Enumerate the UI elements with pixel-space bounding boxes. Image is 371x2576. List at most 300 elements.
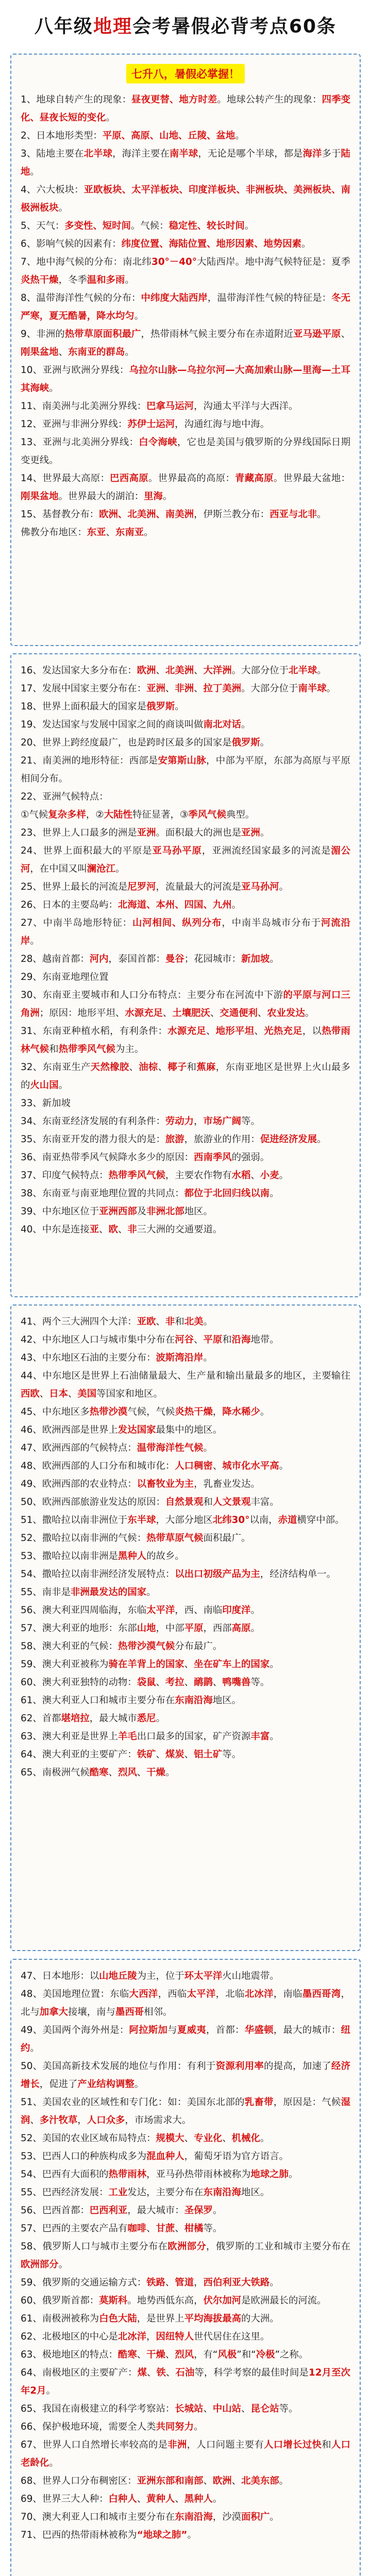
point-item xyxy=(21,2201,350,2219)
point-text: 27、中南半岛地形特征： xyxy=(21,918,132,928)
point-text: ， xyxy=(212,1406,223,1417)
key-term: 纬度位置、海陆位置、地形因素、地势因素 xyxy=(121,239,302,249)
point-text: 、 xyxy=(58,347,68,358)
point-text: 。地势西低东高， xyxy=(127,2295,204,2306)
point-item xyxy=(21,1130,350,1148)
point-item xyxy=(21,361,350,397)
point-text: 、 xyxy=(165,2277,175,2288)
key-term: 铁 xyxy=(156,2367,166,2378)
point-item xyxy=(21,235,350,253)
point-text: 16、发达国家大多分布在： xyxy=(21,665,137,676)
point-item xyxy=(21,1022,350,1058)
point-text: 。 xyxy=(58,2259,68,2270)
key-term: 东半球 xyxy=(127,1515,156,1526)
point-item xyxy=(21,1583,350,1601)
point-item xyxy=(21,734,350,752)
point-item xyxy=(21,896,350,914)
key-term: 河谷 xyxy=(175,1334,194,1345)
point-text: 。 xyxy=(165,1767,175,1778)
point-text: 51、美国农业的区域性和专门化：如：美国东北部的 xyxy=(21,2097,245,2108)
point-text: ，东南亚地区是世界上火山最多的 xyxy=(21,1062,350,1091)
point-text: 56、澳大利亚四周临海，东临 xyxy=(21,1605,147,1616)
key-term: 共同努力 xyxy=(156,2421,194,2432)
point-text: ，以 xyxy=(302,1026,322,1037)
point-text: ，原因是：气候 xyxy=(273,2097,341,2108)
point-text: 31、东南亚种植水稻，有利条件： xyxy=(21,1026,168,1037)
point-text: 。 xyxy=(194,2421,204,2432)
key-term: 湄公河 xyxy=(21,845,350,874)
point-text: 48、欧洲西部的人口分布和城市化： xyxy=(21,1461,175,1471)
point-text: 7、地中海气候的分布：南北纬 xyxy=(21,257,152,267)
key-term: 海洋 xyxy=(302,148,322,159)
point-text: ；原因：地形平坦、 xyxy=(39,1008,125,1019)
point-text: 。 xyxy=(58,1080,68,1091)
point-text: 接壤，南与 xyxy=(68,2007,115,2018)
key-term: 北冰洋 xyxy=(244,1989,274,1999)
point-item xyxy=(21,2472,350,2490)
point-text: 和 xyxy=(49,1044,59,1055)
point-item xyxy=(21,415,350,433)
point-text: 55、巴西经济发展： xyxy=(21,2187,109,2198)
key-term: 稳定性、较长时间 xyxy=(168,221,245,231)
point-text: 63、澳大利亚是世界上 xyxy=(21,1731,118,1742)
key-term: 亚洲西部 xyxy=(99,1206,137,1217)
point-text: 特征显著，③ xyxy=(132,809,189,820)
point-text: 气候，气候 xyxy=(127,1406,175,1417)
key-term: 地球之肺 xyxy=(250,2169,289,2180)
key-term: 黑种人 xyxy=(117,1551,147,1562)
point-text: 71、巴西的热带雨林被称为 xyxy=(21,2530,137,2540)
point-text: ，旅游业的作用： xyxy=(184,1134,260,1145)
point-text: 等。 xyxy=(279,2403,298,2414)
point-text: 、 xyxy=(241,2403,251,2414)
key-term: 中纬度大陆西岸 xyxy=(141,293,208,303)
key-term: 东南亚的群岛 xyxy=(68,347,125,358)
point-text: 60、俄罗斯首都： xyxy=(21,2295,99,2306)
key-term: 煤 xyxy=(137,2367,147,2378)
point-item xyxy=(21,1565,350,1583)
title-pre: 八年级 xyxy=(34,15,93,37)
key-term: 东南沿海 xyxy=(203,2187,242,2198)
point-text: 。 xyxy=(175,701,184,712)
point-text: 68、世界人口分布稠密区： xyxy=(21,2476,137,2486)
key-term: 北美 xyxy=(184,1316,204,1327)
point-text: 的强弱。 xyxy=(231,1152,270,1163)
point-text: 59、澳大利亚被称为 xyxy=(21,1659,109,1670)
point-text: 、 xyxy=(158,1062,168,1073)
key-term: 堪培拉 xyxy=(61,1713,90,1724)
key-term: 30°－40° xyxy=(151,257,197,267)
point-item xyxy=(21,1148,350,1166)
key-term: 人文景观 xyxy=(212,1497,251,1507)
point-text: ，亚马孙热带雨林被称为 xyxy=(146,2169,251,2180)
point-text: 。 xyxy=(125,275,134,285)
point-text: 44、中东地区是世界上石油储量最大、生产量和输出量最多的地区，主要输往 xyxy=(21,1370,350,1381)
key-term: 自然景观 xyxy=(165,1497,204,1507)
key-term: 经济增长 xyxy=(21,2061,350,2090)
point-item xyxy=(21,1709,350,1727)
point-text: ”和“ xyxy=(237,2349,256,2360)
point-text: 。 xyxy=(203,1443,213,1453)
point-text: 49、欧洲西部的农业特点： xyxy=(21,1479,137,1489)
point-text: 、 xyxy=(212,1461,223,1471)
point-item xyxy=(21,1202,350,1221)
point-item xyxy=(21,1655,350,1673)
key-term: 南半球 xyxy=(298,683,327,694)
point-text: 66、保护极地环境，需要全人类 xyxy=(21,2421,156,2432)
point-text: 佛教分布地区： xyxy=(21,527,87,538)
point-text: ，沟通太平洋与大西洋。 xyxy=(194,401,298,412)
key-term: 平原 xyxy=(184,1623,204,1634)
point-text: 、 xyxy=(231,2476,242,2486)
point-item xyxy=(21,2328,350,2346)
point-text: ，南临 xyxy=(273,1989,302,1999)
key-term: 巴拿马运河 xyxy=(146,401,194,412)
point-text: 6、影响气候的因素有： xyxy=(21,239,122,249)
point-text: ，大部分地区 xyxy=(156,1515,213,1526)
point-text: 以南， xyxy=(249,1515,278,1526)
key-term: 乌拉尔山脉—乌拉尔河—大高加索山脉—里海—土耳其海峡 xyxy=(21,365,350,394)
point-text: ，亚洲流经国家最多的河流是 xyxy=(201,845,331,856)
point-text: 和 xyxy=(187,1062,197,1073)
point-text: 、 xyxy=(137,2494,147,2504)
point-text: 59、俄罗斯的交通运输方式： xyxy=(21,2277,147,2288)
point-text: 世代居住在这里。 xyxy=(194,2331,270,2342)
point-text: 的提高，加速了 xyxy=(264,2061,331,2072)
point-text: 65、南极洲气候 xyxy=(21,1767,90,1778)
key-term: 湿润 xyxy=(21,2097,350,2126)
key-term: 亚马逊平原 xyxy=(293,329,341,340)
key-term: 规模大 xyxy=(156,2133,184,2144)
key-term: 河内 xyxy=(89,954,109,964)
point-item xyxy=(21,289,350,325)
point-text: 、 xyxy=(250,1170,260,1181)
point-text: 37、印度气候特点： xyxy=(21,1170,109,1181)
point-text: 。 xyxy=(289,2169,298,2180)
point-text: 。 xyxy=(30,936,40,946)
point-text: 。 xyxy=(279,2476,289,2486)
point-item xyxy=(21,1475,350,1493)
point-text: 36、南亚热带季风气候降水多少的原因： xyxy=(21,1152,194,1163)
point-text: 。 xyxy=(317,509,327,520)
key-term: 炎热干燥 xyxy=(175,1406,213,1417)
point-item xyxy=(21,2436,350,2472)
key-term: 波斯湾沿岸 xyxy=(156,1352,204,1363)
key-term: 非洲最发达的国家 xyxy=(70,1587,147,1598)
key-term: 混血种人 xyxy=(146,2151,184,2162)
point-item xyxy=(21,1439,350,1457)
key-term: 亚欧板块、太平洋板块、印度洋板块、非洲板块、美洲板块、南极洲板块 xyxy=(21,184,350,213)
key-term: 非洲 xyxy=(167,2439,187,2450)
key-term: 酷寒 xyxy=(117,2349,137,2360)
key-term: 沿海 xyxy=(231,1334,251,1345)
point-text: 、 xyxy=(194,665,204,676)
point-text: 。 xyxy=(269,2277,279,2288)
point-text: 、 xyxy=(184,1659,194,1670)
point-item xyxy=(21,1493,350,1511)
point-item xyxy=(21,914,350,950)
point-text: ， xyxy=(77,2115,87,2126)
point-text: 地区。 xyxy=(184,1206,213,1217)
point-text: ， xyxy=(194,1116,204,1127)
point-item xyxy=(21,1601,350,1619)
point-text: 和 xyxy=(203,1497,213,1507)
key-term: 东南沿海 xyxy=(175,2512,213,2522)
key-term: 羊毛 xyxy=(117,1731,137,1742)
key-term: 白色大陆 xyxy=(99,2313,137,2324)
point-text: 33、新加坡 xyxy=(21,1098,71,1109)
point-text: 64、南极地区的主要矿产： xyxy=(21,2367,138,2378)
key-term: 圣保罗 xyxy=(184,2205,213,2216)
key-term: 中山站 xyxy=(212,2403,242,2414)
point-text: 32、东南亚生产 xyxy=(21,1062,91,1073)
key-term: 复杂多样 xyxy=(48,809,86,820)
point-text: 、 xyxy=(184,1749,194,1760)
point-text: 。 xyxy=(250,1623,260,1634)
point-text: 18、世界上面积最大的国家是 xyxy=(21,701,147,712)
key-term: 亚洲 xyxy=(241,827,260,838)
point-text: 26、日本的主要岛屿： xyxy=(21,900,118,910)
key-term: 高原 xyxy=(231,1623,251,1634)
point-text: 和 xyxy=(175,1316,184,1327)
key-term: 纽约 xyxy=(21,2025,350,2054)
card-1 xyxy=(10,54,361,646)
point-text: 。 xyxy=(30,2043,40,2054)
point-text: 。 xyxy=(260,1406,270,1417)
point-text: 35、东南亚开发的潜力很大的是： xyxy=(21,1134,165,1145)
key-term: 旅游 xyxy=(165,1134,184,1145)
key-term: 促进经济发展 xyxy=(260,1134,317,1145)
key-term: 拉丁美洲 xyxy=(203,683,242,694)
point-text: ①气候 xyxy=(21,809,48,820)
point-text: 11、南美洲与北美洲分界线： xyxy=(21,401,147,412)
point-text: 56、巴西首都： xyxy=(21,2205,90,2216)
point-text: ，北临 xyxy=(215,1989,245,1999)
point-text: 。 xyxy=(125,347,134,358)
point-item xyxy=(21,824,350,842)
key-term: 墨西哥 xyxy=(115,2007,144,2018)
point-text: ；花园城市： xyxy=(184,954,242,964)
point-text: 、 xyxy=(341,329,350,340)
key-term: 太平洋 xyxy=(146,1605,175,1616)
key-term: 人口老龄化 xyxy=(21,2439,350,2468)
header xyxy=(0,0,371,49)
point-item xyxy=(21,878,350,896)
key-term: 资源利用率 xyxy=(215,2061,264,2072)
key-term: 水稻 xyxy=(231,1170,251,1181)
key-term: 咖啡 xyxy=(127,2223,147,2234)
point-item xyxy=(21,2238,350,2274)
point-text: 。 xyxy=(212,2494,223,2504)
key-term: 因纽特人 xyxy=(156,2331,194,2342)
point-text: 相邻。 xyxy=(144,2007,173,2018)
key-term: 降水稀少 xyxy=(222,1406,260,1417)
point-text: 28、越南首都： xyxy=(21,954,90,964)
point-item xyxy=(21,2021,350,2057)
point-item xyxy=(21,1745,350,1764)
key-term: 大西洋 xyxy=(129,1989,158,1999)
point-text: 、 xyxy=(99,1224,109,1235)
point-text: 22、亚洲气候特点： xyxy=(21,791,109,802)
key-term: 炎热干燥 xyxy=(21,275,59,285)
point-text: 、 xyxy=(165,2349,175,2360)
point-item xyxy=(21,2219,350,2238)
key-term: 烈风 xyxy=(175,2349,194,2360)
point-item xyxy=(21,1403,350,1421)
key-term: 山地丘陵 xyxy=(99,1971,137,1981)
point-text: 和 xyxy=(222,1334,232,1345)
key-term: 热带沙漠气候 xyxy=(117,1641,175,1652)
point-item xyxy=(21,1511,350,1529)
key-term: 温和多雨 xyxy=(87,275,125,285)
point-text: 。 xyxy=(58,202,68,213)
point-text: 63、极地地区的特点： xyxy=(21,2349,118,2360)
key-term: 煤炭 xyxy=(165,1749,184,1760)
points-list-4 xyxy=(21,1967,350,2544)
key-term: 欧洲 xyxy=(137,665,156,676)
point-text: ，温带海洋性气候的特征是： xyxy=(207,293,332,303)
key-term: 光热充足 xyxy=(264,1026,302,1037)
point-text: 。大部分位于 xyxy=(241,683,298,694)
key-term: 热带草原面积最广 xyxy=(64,329,141,340)
point-text: ，海洋主要在 xyxy=(112,148,170,159)
point-text: 。世界最高的高原： xyxy=(148,473,235,484)
point-text: 13、亚洲与北美洲分界线： xyxy=(21,437,139,448)
key-term: 安第斯山脉 xyxy=(158,755,207,766)
point-text: ”之称。 xyxy=(275,2349,309,2360)
key-term: 欧洲、北美洲、南美洲 xyxy=(99,509,194,520)
point-text: 、 xyxy=(203,2403,213,2414)
key-term: 铁路 xyxy=(146,2277,165,2288)
key-term: 俄罗斯 xyxy=(231,737,260,748)
point-item xyxy=(21,2508,350,2526)
point-text: 是欧洲最长的河流。 xyxy=(241,2295,327,2306)
point-text: 34、东南亚经济发展的有利条件： xyxy=(21,1116,165,1127)
point-item xyxy=(21,680,350,698)
point-text: 。世界最大的湖泊： xyxy=(58,491,144,502)
key-term: 四季变化、昼夜长短的变化 xyxy=(21,94,350,123)
key-term: 城市化水平高 xyxy=(222,1461,279,1471)
point-item xyxy=(21,698,350,716)
point-text: 面积最广。 xyxy=(203,1533,251,1544)
point-text: 。 xyxy=(244,221,255,231)
key-term: 热带季风气候 xyxy=(108,1170,165,1181)
point-item xyxy=(21,1619,350,1637)
key-term: 欧洲 xyxy=(212,2476,232,2486)
point-item xyxy=(21,1457,350,1475)
key-term: 莫斯科 xyxy=(99,2295,128,2306)
point-text: 41、两个三大洲四个大洋： xyxy=(21,1316,137,1327)
key-term: 澜沧江 xyxy=(87,863,115,874)
point-text: 3、陆地主要在 xyxy=(21,148,84,159)
page-title xyxy=(35,12,336,38)
key-term: 亚马孙河 xyxy=(241,882,279,892)
point-text: 最集中的地区。 xyxy=(156,1425,223,1435)
point-text: 12、亚洲与非洲分界线： xyxy=(21,419,128,430)
point-text: 。 xyxy=(203,1316,213,1327)
point-item xyxy=(21,217,350,235)
point-text: 、 xyxy=(156,1316,165,1327)
key-term: 冷极 xyxy=(256,2349,275,2360)
point-text: 。面积最大的洲也是 xyxy=(156,827,242,838)
point-text: 61、南极洲被称为 xyxy=(21,2313,99,2324)
point-text: 。 xyxy=(269,1731,279,1742)
key-term: 西欧 xyxy=(21,1388,40,1399)
key-term: 地形平坦 xyxy=(215,1026,255,1037)
point-item xyxy=(21,2292,350,2310)
point-text: 、 xyxy=(137,2349,147,2360)
point-item xyxy=(21,2346,350,2364)
point-text: 。 xyxy=(269,1188,279,1199)
point-text: 。 xyxy=(162,491,173,502)
point-text: 39、中东地区位于 xyxy=(21,1206,99,1217)
point-item xyxy=(21,2400,350,2418)
point-text: ，沙漠 xyxy=(212,2512,242,2522)
point-text: 1、地球自转产生的现象： xyxy=(21,94,132,105)
point-text: 、 xyxy=(254,1026,264,1037)
point-text: 。 xyxy=(134,311,144,321)
point-text: ，无论是哪个半球，都是 xyxy=(198,148,303,159)
key-term: 尼罗河 xyxy=(127,882,156,892)
key-term: 都位于北回归线以南 xyxy=(184,1188,270,1199)
key-term: 小麦 xyxy=(260,1170,279,1181)
point-text: 62、北极地区的中心是 xyxy=(21,2331,118,2342)
point-text: 58、澳大利亚的气候： xyxy=(21,1641,118,1652)
point-text: 、 xyxy=(165,2367,176,2378)
point-text: 43、中东地区石油的主要分布： xyxy=(21,1352,156,1363)
point-text: ，市场需求大。 xyxy=(125,2115,192,2126)
point-text: 54、撒哈拉以南非洲经济发展特点： xyxy=(21,1569,175,1580)
key-term: 热带季风气候 xyxy=(58,1044,115,1055)
point-item xyxy=(21,469,350,505)
key-term: 东南亚 xyxy=(115,527,144,538)
point-text: ，热带雨林气候主要分布在赤道附近 xyxy=(141,329,294,340)
point-text: 的大洲。 xyxy=(241,2313,279,2324)
point-item xyxy=(21,325,350,361)
point-text: ，有“ xyxy=(194,2349,218,2360)
point-text: 、 xyxy=(222,2133,232,2144)
key-term: 欧洲部分 xyxy=(167,2241,207,2252)
slogan-text: 七升八，暑假必掌握！ xyxy=(126,64,245,83)
point-text: 9、非洲的 xyxy=(21,329,65,340)
point-text: 等。 xyxy=(250,1677,270,1688)
key-term: 骑在羊背上的国家 xyxy=(108,1659,184,1670)
point-text: ，中部 xyxy=(156,1623,184,1634)
point-text: 48、美国地理位置：东临 xyxy=(21,1989,129,1999)
point-text: 、 xyxy=(156,665,165,676)
point-text: ，经济结构单一。 xyxy=(260,1569,336,1580)
point-text: 等。 xyxy=(203,2223,223,2234)
point-item xyxy=(21,1094,350,1112)
key-term: 12月至次年2月 xyxy=(21,2367,350,2396)
point-text: 64、澳大利亚的主要矿产： xyxy=(21,1749,137,1760)
point-text: 、 xyxy=(257,1008,267,1019)
point-text: ，促进了 xyxy=(39,2079,78,2090)
key-term: 干燥 xyxy=(146,1767,165,1778)
key-term: 美国 xyxy=(77,1388,97,1399)
point-item xyxy=(21,806,350,824)
key-term: 冬无严寒，夏无酷暑，降水均匀 xyxy=(21,293,350,321)
point-text: ，俄罗斯的工业和城市主要分布在 xyxy=(206,2241,350,2252)
point-text: 三大洲的交通要道。 xyxy=(137,1224,223,1235)
key-term: 赤道 xyxy=(278,1515,297,1526)
key-term: 南北对话 xyxy=(203,719,242,730)
key-term: 乳畜带 xyxy=(244,2097,274,2108)
point-text: 。大部分位于 xyxy=(231,665,289,676)
point-text: 14、世界最大高原： xyxy=(21,473,110,484)
point-text: 、 xyxy=(194,683,204,694)
point-text: 。 xyxy=(305,1008,315,1019)
